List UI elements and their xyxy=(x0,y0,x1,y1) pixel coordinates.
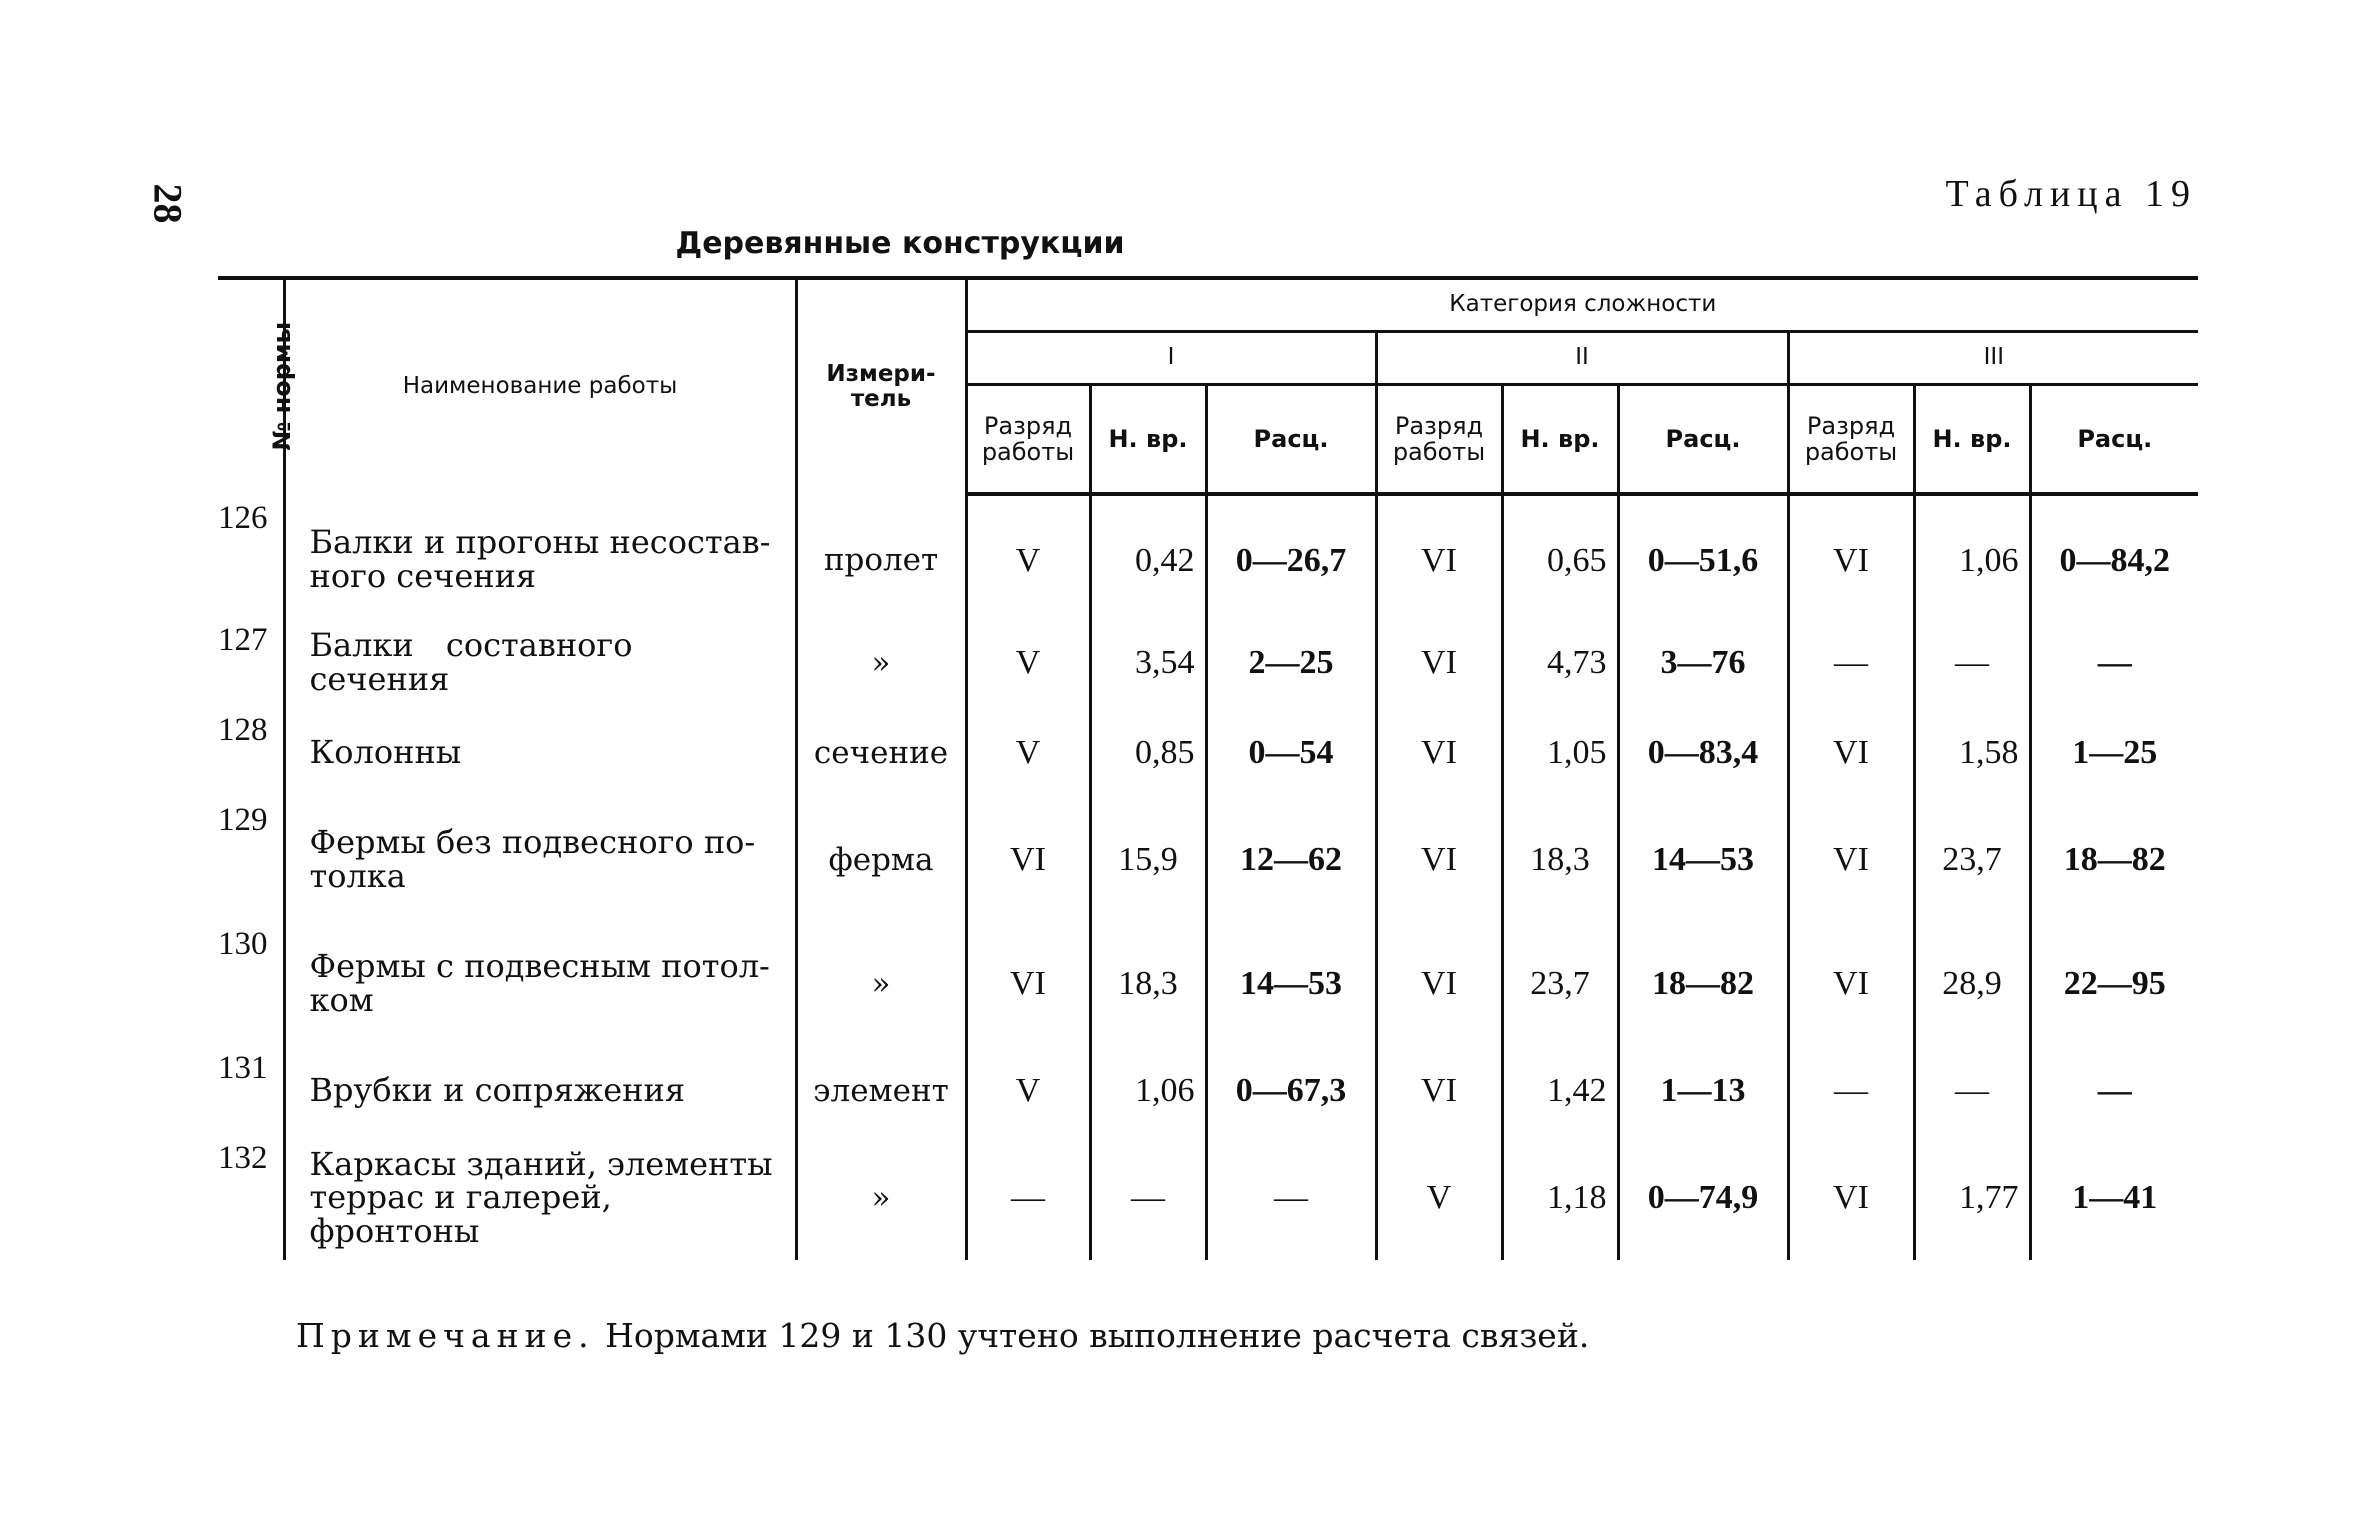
norm-number: 127 xyxy=(218,618,284,708)
grade-iii: — xyxy=(1788,618,1914,708)
time-ii: 23,7 xyxy=(1502,922,1618,1046)
header-grade-ii: Разряд работы xyxy=(1376,385,1502,495)
time-ii: 18,3 xyxy=(1502,798,1618,922)
header-grade-iii: Разряд работы xyxy=(1788,385,1914,495)
norm-number: 128 xyxy=(218,708,284,798)
unit: » xyxy=(796,618,966,708)
grade-iii: VI xyxy=(1788,708,1914,798)
time-ii: 1,05 xyxy=(1502,708,1618,798)
table-row xyxy=(218,1046,2198,1136)
unit: пролет xyxy=(796,494,966,618)
norm-number: 126 xyxy=(218,494,284,618)
rate-i: 14—53 xyxy=(1206,922,1376,1046)
table-row xyxy=(218,494,2198,618)
header-rate-iii: Расц. xyxy=(2030,385,2198,495)
work-name: Каркасы зданий, элементы террас и галерей, фронтоны xyxy=(284,1136,796,1260)
work-name: Балки и прогоны несостав- ного сечения xyxy=(284,494,796,618)
work-name: Фермы без подвесного по- толка xyxy=(284,798,796,922)
header-group-ii: II xyxy=(1376,332,1788,385)
unit: ферма xyxy=(796,798,966,922)
norm-number: 132 xyxy=(218,1136,284,1260)
time-i: — xyxy=(1090,1136,1206,1260)
header-rate-i: Расц. xyxy=(1206,385,1376,495)
grade-i: V xyxy=(966,618,1090,708)
time-ii: 1,42 xyxy=(1502,1046,1618,1136)
rate-iii: 1—41 xyxy=(2072,1179,2158,1216)
work-name: Фермы с подвесным потол- ком xyxy=(284,922,796,1046)
norms-table-wrap xyxy=(218,276,2198,1260)
time-ii: 0,65 xyxy=(1502,494,1618,618)
grade-i: VI xyxy=(966,798,1090,922)
unit: элемент xyxy=(796,1046,966,1136)
time-iii: — xyxy=(1914,618,2030,708)
time-iii: 23,7 xyxy=(1914,798,2030,922)
time-iii: — xyxy=(1914,1046,2030,1136)
rate-iii: 1—25 xyxy=(2072,734,2158,771)
grade-i: VI xyxy=(966,922,1090,1046)
time-i: 0,85 xyxy=(1090,708,1206,798)
time-iii: 1,06 xyxy=(1914,494,2030,618)
rate-i: 2—25 xyxy=(1206,618,1376,708)
time-ii: 1,18 xyxy=(1502,1136,1618,1260)
header-unit: Измери- тель xyxy=(796,278,966,494)
rate-ii: 0—83,4 xyxy=(1618,708,1788,798)
time-i: 15,9 xyxy=(1090,798,1206,922)
work-name: Балки составного сечения xyxy=(284,618,796,708)
table-row xyxy=(218,1136,2198,1260)
time-i: 3,54 xyxy=(1090,618,1206,708)
grade-ii: VI xyxy=(1376,1046,1502,1136)
header-group-iii: III xyxy=(1788,332,2198,385)
note-label: Примечание. xyxy=(296,1316,595,1355)
grade-iii: VI xyxy=(1788,798,1914,922)
unit: » xyxy=(796,1136,966,1260)
time-i: 18,3 xyxy=(1090,922,1206,1046)
norm-number: 129 xyxy=(218,798,284,922)
work-name: Врубки и сопряжения xyxy=(284,1046,796,1136)
rate-i: 0—67,3 xyxy=(1206,1046,1376,1136)
rate-i: — xyxy=(1206,1136,1376,1260)
page-number: 28 xyxy=(145,183,191,224)
grade-iii: VI xyxy=(1788,1136,1914,1260)
time-i: 1,06 xyxy=(1090,1046,1206,1136)
work-name: Колонны xyxy=(284,708,796,798)
grade-iii: VI xyxy=(1788,494,1914,618)
grade-ii: VI xyxy=(1376,708,1502,798)
time-iii: 1,77 xyxy=(1914,1136,2030,1260)
grade-ii: V xyxy=(1376,1136,1502,1260)
time-iii: 1,58 xyxy=(1914,708,2030,798)
unit: сечение xyxy=(796,708,966,798)
rate-ii: 1—13 xyxy=(1618,1046,1788,1136)
table-body xyxy=(218,494,2198,1260)
rate-iii: — xyxy=(2097,1072,2132,1109)
table-row xyxy=(218,922,2198,1046)
rate-ii: 3—76 xyxy=(1618,618,1788,708)
rate-i: 12—62 xyxy=(1206,798,1376,922)
grade-ii: VI xyxy=(1376,618,1502,708)
rate-iii: 0—84,2 xyxy=(2059,542,2171,579)
grade-ii: VI xyxy=(1376,494,1502,618)
header-time-ii: Н. вр. xyxy=(1502,385,1618,495)
grade-i: V xyxy=(966,494,1090,618)
grade-i: — xyxy=(966,1136,1090,1260)
rate-iii: 22—95 xyxy=(2063,965,2166,1002)
grade-ii: VI xyxy=(1376,798,1502,922)
norms-table xyxy=(218,276,2198,1260)
header-category: Категория сложности xyxy=(966,278,2198,332)
table-row xyxy=(218,708,2198,798)
grade-i: V xyxy=(966,1046,1090,1136)
table-row xyxy=(218,618,2198,708)
header-norm-no: № нормы xyxy=(218,278,284,494)
time-iii: 28,9 xyxy=(1914,922,2030,1046)
header-group-i: I xyxy=(966,332,1376,385)
note-text: Нормами 129 и 130 учтено выполнение расчета связей. xyxy=(605,1316,1590,1355)
time-ii: 4,73 xyxy=(1502,618,1618,708)
norm-number: 130 xyxy=(218,922,284,1046)
grade-iii: VI xyxy=(1788,922,1914,1046)
rate-ii: 14—53 xyxy=(1618,798,1788,922)
table-note xyxy=(296,1316,1589,1355)
rate-ii: 0—51,6 xyxy=(1618,494,1788,618)
table-row xyxy=(218,798,2198,922)
unit: » xyxy=(796,922,966,1046)
rate-ii: 18—82 xyxy=(1618,922,1788,1046)
rate-i: 0—54 xyxy=(1206,708,1376,798)
header-rate-ii: Расц. xyxy=(1618,385,1788,495)
norm-number: 131 xyxy=(218,1046,284,1136)
table-title: Деревянные конструкции xyxy=(675,226,1125,261)
grade-ii: VI xyxy=(1376,922,1502,1046)
header-work-name: Наименование работы xyxy=(284,278,796,494)
time-i: 0,42 xyxy=(1090,494,1206,618)
rate-i: 0—26,7 xyxy=(1206,494,1376,618)
grade-i: V xyxy=(966,708,1090,798)
rate-iii: — xyxy=(2097,644,2132,681)
table-header xyxy=(218,278,2198,494)
header-time-iii: Н. вр. xyxy=(1914,385,2030,495)
grade-iii: — xyxy=(1788,1046,1914,1136)
table-label: Таблица 19 xyxy=(1945,173,2197,215)
rate-ii: 0—74,9 xyxy=(1618,1136,1788,1260)
header-grade-i: Разряд работы xyxy=(966,385,1090,495)
header-time-i: Н. вр. xyxy=(1090,385,1206,495)
rate-iii: 18—82 xyxy=(2063,841,2166,878)
